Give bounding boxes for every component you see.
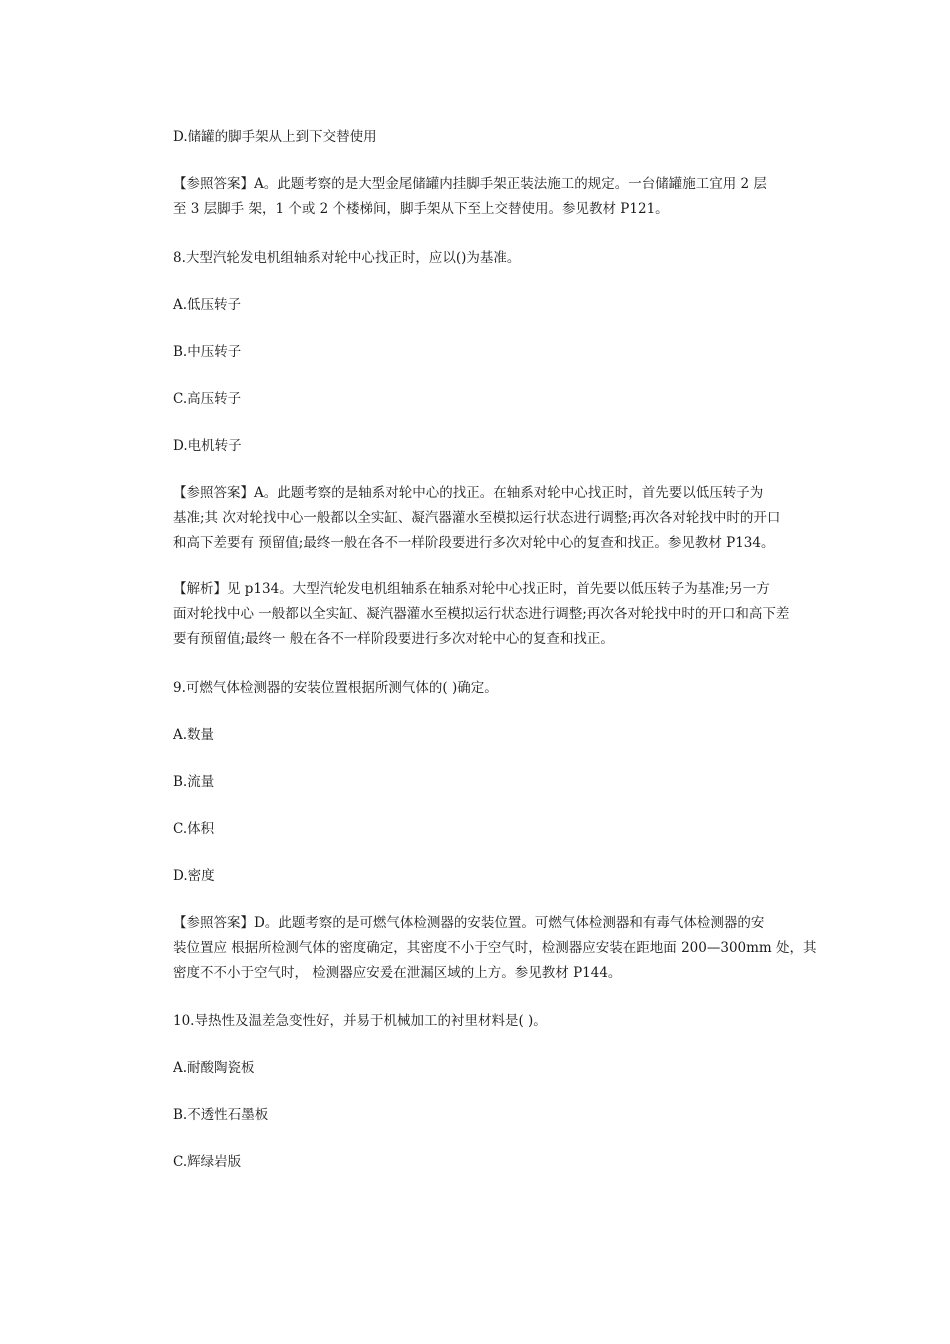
q8-analysis bbox=[173, 577, 805, 652]
q9-reference-answer bbox=[173, 911, 817, 986]
q9-option-a: A.数量 bbox=[173, 727, 215, 743]
q10-option-c: C.辉绿岩版 bbox=[173, 1154, 242, 1170]
answer-line: 至 3 层脚手 架，1 个或 2 个楼梯间，脚手架从下至上交替使用。参见教材 P121。 bbox=[173, 201, 669, 217]
q10-question: 10.导热性及温差急变性好，并易于机械加工的衬里材料是( )。 bbox=[173, 1013, 547, 1029]
q8-option-a: A.低压转子 bbox=[173, 297, 242, 313]
answer-line: 【参照答案】A。此题考察的是大型金尾储罐内挂脚手架正装法施工的规定。一台储罐施工宜用 2 层 bbox=[173, 176, 767, 192]
q7-reference-answer bbox=[173, 172, 805, 222]
analysis-line: 要有预留值;最终一 般在各不一样阶段要进行多次对轮中心的复查和找正。 bbox=[173, 631, 614, 647]
answer-line: 基准;其 次对轮找中心一般都以全实缸、凝汽器灌水至模拟运行状态进行调整;再次各对轮找中时的开口 bbox=[173, 510, 781, 526]
answer-line: 【参照答案】A。此题考察的是轴系对轮中心的找正。在轴系对轮中心找正时，首先要以低压转子为 bbox=[173, 485, 764, 501]
q9-question: 9.可燃气体检测器的安装位置根据所测气体的( )确定。 bbox=[173, 680, 498, 696]
q8-question: 8.大型汽轮发电机组轴系对轮中心找正时，应以()为基准。 bbox=[173, 250, 521, 266]
q8-reference-answer bbox=[173, 481, 805, 556]
answer-line: 装位置应 根据所检测气体的密度确定，其密度不小于空气时，检测器应安装在距地面 200—300mm 处，其 bbox=[173, 940, 817, 956]
analysis-line: 【解析】见 p134。大型汽轮发电机组轴系在轴系对轮中心找正时，首先要以低压转子为基准;另一方 bbox=[173, 581, 770, 597]
q10-option-a: A.耐酸陶瓷板 bbox=[173, 1060, 255, 1076]
q9-option-d: D.密度 bbox=[173, 868, 215, 884]
q10-option-b: B.不透性石墨板 bbox=[173, 1107, 269, 1123]
q8-option-d: D.电机转子 bbox=[173, 438, 242, 454]
analysis-line: 面对轮找中心 一般都以全实缸、凝汽器灌水至模拟运行状态进行调整;再次各对轮找中时的开口和高下差 bbox=[173, 606, 790, 622]
q8-option-b: B.中压转子 bbox=[173, 344, 242, 360]
q9-option-c: C.体积 bbox=[173, 821, 215, 837]
answer-line: 密度不不小于空气时， 检测器应安爰在泄漏区域的上方。参见教材 P144。 bbox=[173, 965, 622, 981]
q7-option-d: D.储罐的脚手架从上到下交替使用 bbox=[173, 129, 377, 145]
answer-line: 【参照答案】D。此题考察的是可燃气体检测器的安装位置。可燃气体检测器和有毒气体检测器的安 bbox=[173, 915, 765, 931]
answer-line: 和高下差要有 预留值;最终一般在各不一样阶段要进行多次对轮中心的复查和找正。参见教材 P134。 bbox=[173, 535, 775, 551]
q9-option-b: B.流量 bbox=[173, 774, 215, 790]
q8-option-c: C.高压转子 bbox=[173, 391, 242, 407]
